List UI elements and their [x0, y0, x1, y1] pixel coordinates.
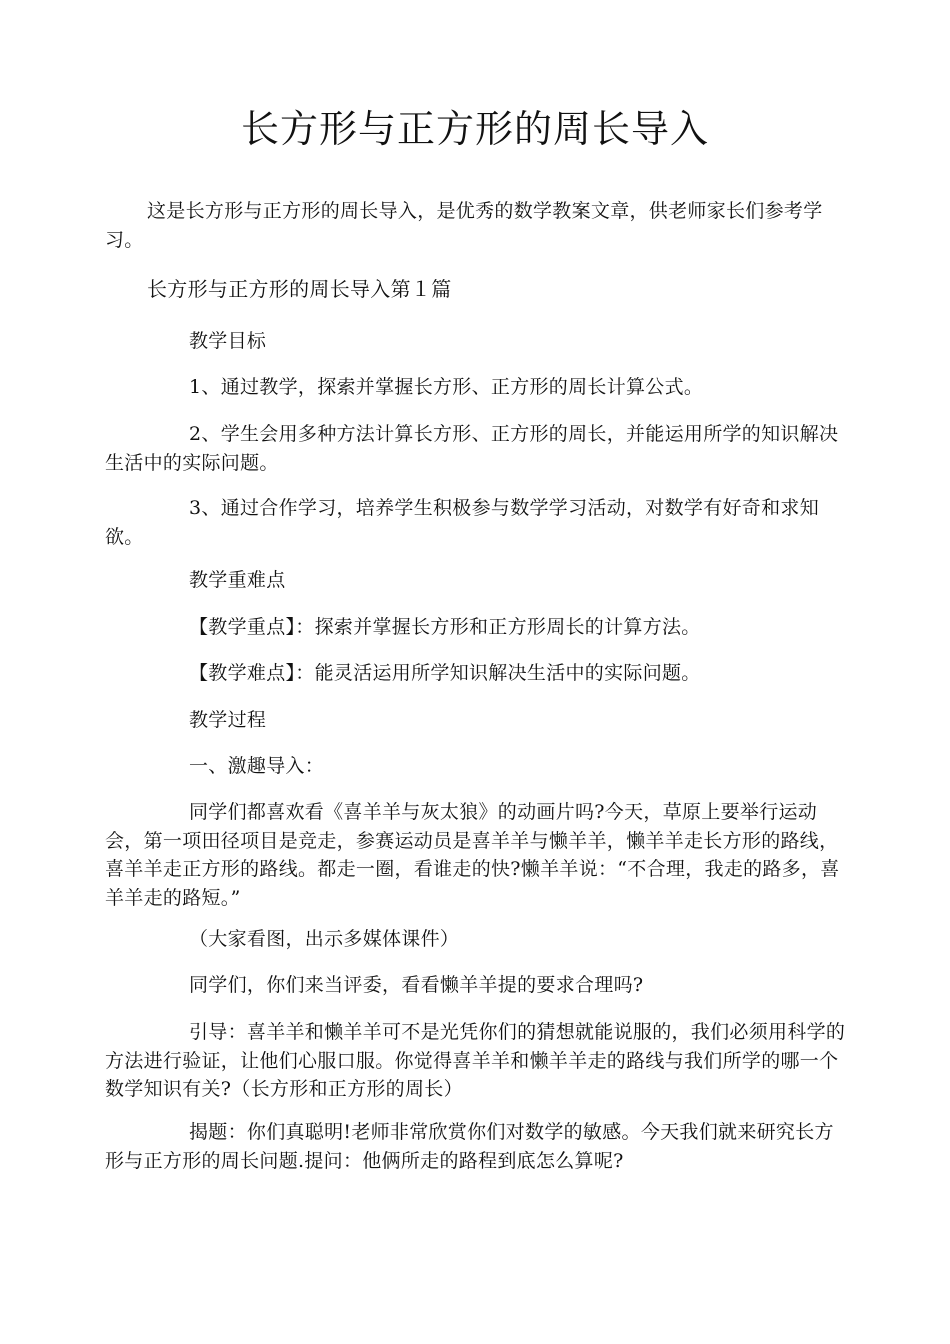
- heading-teaching-goals: 教学目标: [189, 330, 267, 352]
- intro-paragraph: 这是长方形与正方形的周长导入，是优秀的数学教案文章，供老师家长们参考学习。: [105, 200, 823, 251]
- goal-item-3: 3、通过合作学习，培养学生积极参与数学学习活动，对数学有好奇和求知欲。: [105, 497, 819, 548]
- story-paragraph: 同学们都喜欢看《喜羊羊与灰太狼》的动画片吗?今天，草原上要举行运动会，第一项田径项目是竞走，参赛运动员是喜羊羊与懒羊羊，懒羊羊走长方形的路线，喜羊羊走正方形的路线。都走一圈，看谁走的快?懒羊羊说：“不合理，我走的路多，喜羊羊走的路短。”: [105, 801, 840, 909]
- guidance-paragraph: 引导：喜羊羊和懒羊羊可不是光凭你们的猜想就能说服的，我们必须用科学的方法进行验证，让他们心服口服。你觉得喜羊羊和懒羊羊走的路线与我们所学的哪一个数学知识有关?（长方形和正方形的周长）: [105, 1021, 846, 1100]
- reveal-paragraph: 揭题：你们真聪明!老师非常欣赏你们对数学的敏感。今天我们就来研究长方形与正方形的周长问题.提问：他俩所走的路程到底怎么算呢?: [105, 1121, 834, 1172]
- step-heading-1: 一、激趣导入：: [189, 755, 325, 777]
- goal-item-2: 2、学生会用多种方法计算长方形、正方形的周长，并能运用所学的知识解决生活中的实际问题。: [105, 423, 839, 474]
- heading-teaching-process: 教学过程: [189, 709, 267, 731]
- section-heading: 长方形与正方形的周长导入第１篇: [147, 277, 452, 301]
- goal-item-1: 1、通过教学，探索并掌握长方形、正方形的周长计算公式。: [189, 376, 704, 398]
- question-paragraph: 同学们，你们来当评委，看看懒羊羊提的要求合理吗?: [189, 974, 644, 996]
- heading-key-points: 教学重难点: [189, 569, 286, 591]
- key-point-paragraph: 【教学重点】：探索并掌握长方形和正方形周长的计算方法。: [189, 616, 701, 638]
- document-title: 长方形与正方形的周长导入: [240, 107, 709, 151]
- multimedia-note: （大家看图，出示多媒体课件）: [189, 928, 460, 950]
- difficult-point-paragraph: 【教学难点】：能灵活运用所学知识解决生活中的实际问题。: [189, 662, 701, 684]
